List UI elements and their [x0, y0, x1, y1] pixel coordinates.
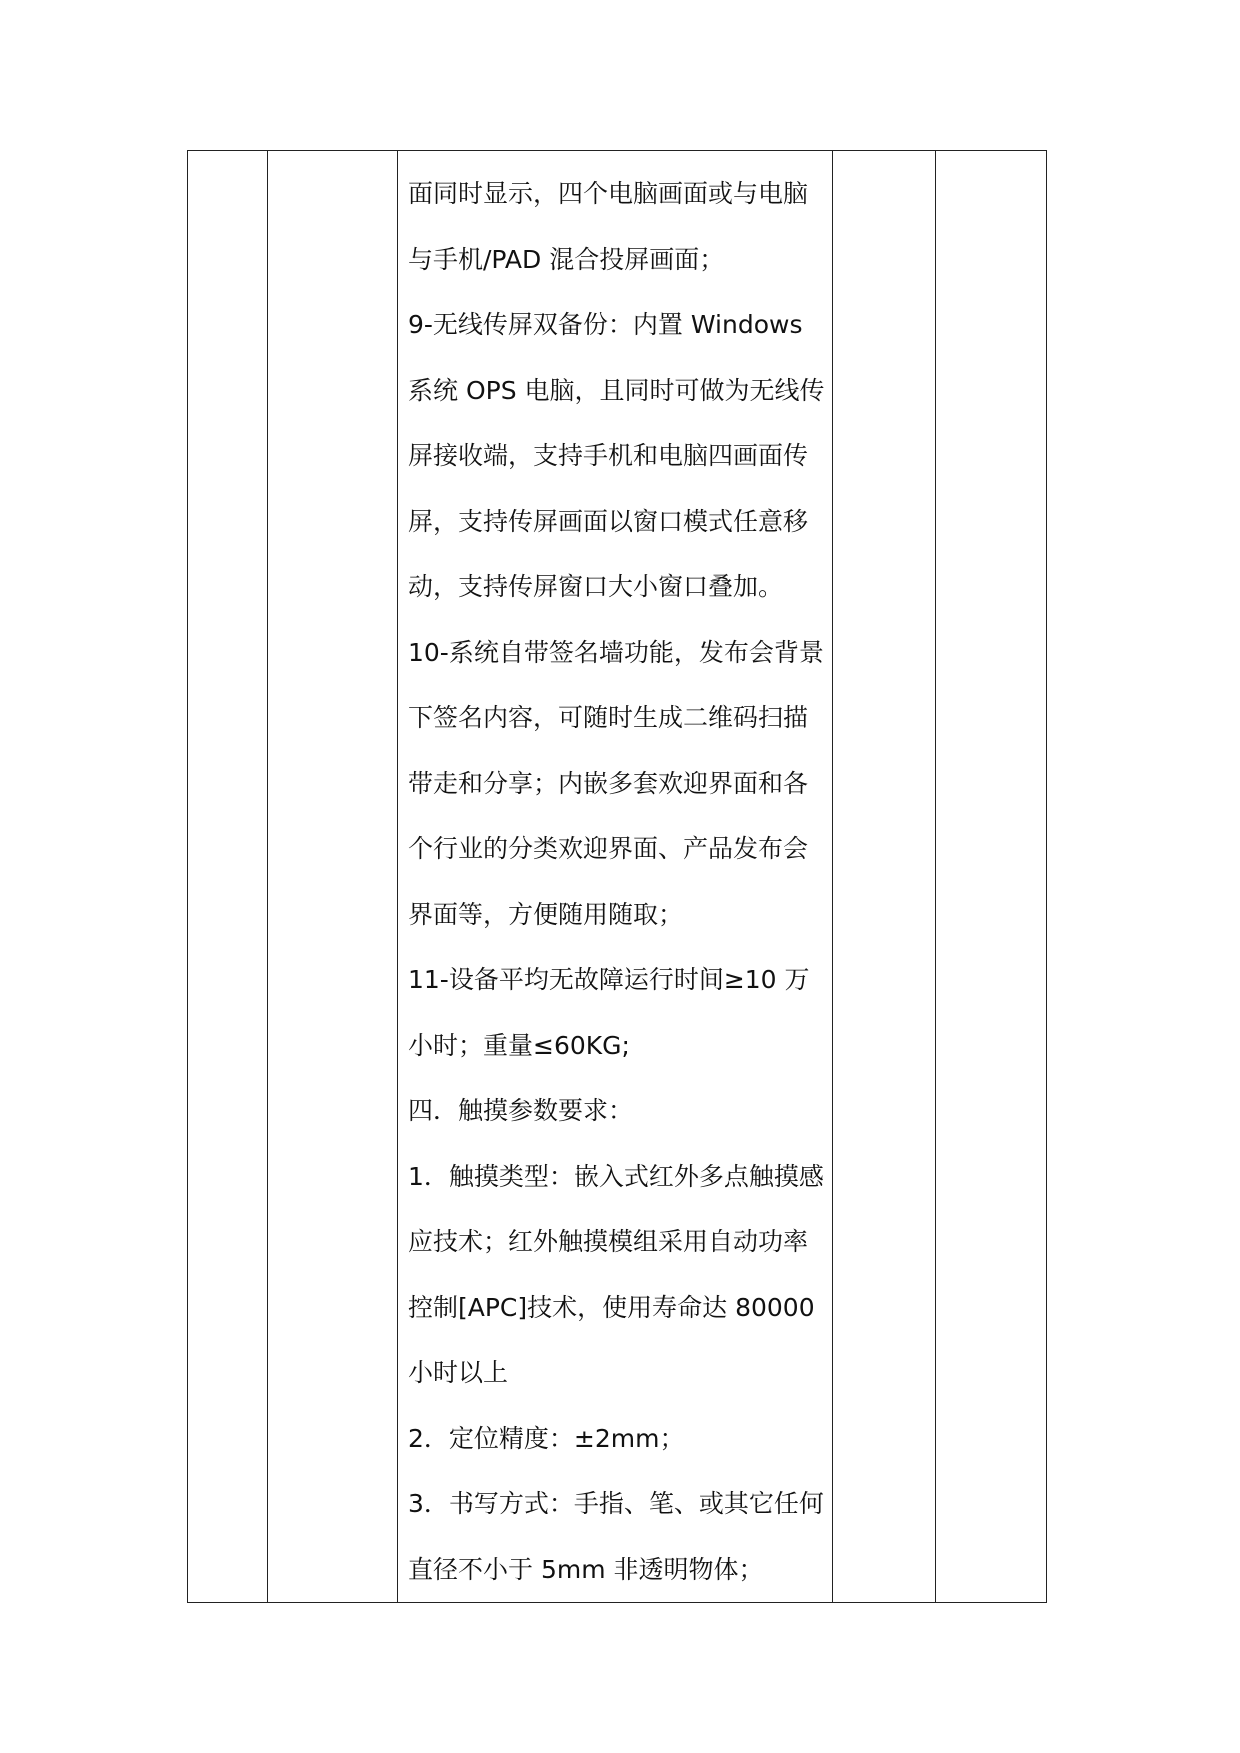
- table-cell-name: [268, 151, 398, 1603]
- description-line: 四．触摸参数要求：: [408, 1096, 634, 1125]
- description-line: 直径不小于 5mm 非透明物体；: [408, 1554, 764, 1584]
- description-line: 动，支持传屏窗口大小窗口叠加。: [408, 572, 784, 601]
- description-line: 3．书写方式：手指、笔、或其它任何: [408, 1489, 824, 1518]
- description-line: 控制[APC]技术，使用寿命达 80000: [408, 1292, 815, 1322]
- description-line: 9-无线传屏双备份：内置 Windows: [408, 310, 803, 339]
- description-line: 应技术；红外触摸模组采用自动功率: [408, 1227, 809, 1256]
- description-line: 屏，支持传屏画面以窗口模式任意移: [408, 506, 809, 536]
- description-line: 11-设备平均无故障运行时间≥10 万: [408, 965, 810, 994]
- description-line: 小时；重量≤60KG;: [408, 1030, 630, 1060]
- description-line: 1．触摸类型：嵌入式红外多点触摸感: [408, 1161, 824, 1191]
- description-line: 下签名内容，可随时生成二维码扫描: [408, 703, 809, 732]
- table-row: [188, 151, 1047, 1603]
- table-cell-index: [188, 151, 268, 1603]
- description-line: 屏接收端，支持手机和电脑四画面传: [408, 441, 809, 470]
- description-line: 小时以上: [408, 1358, 509, 1387]
- description-line: 与手机/PAD 混合投屏画面；: [408, 244, 725, 274]
- description-line: 系统 OPS 电脑，且同时可做为无线传: [408, 375, 825, 405]
- description-line: 界面等，方便随用随取；: [408, 899, 684, 929]
- description-line: 带走和分享；内嵌多套欢迎界面和各: [408, 768, 809, 798]
- table-cell-description: [398, 151, 833, 1603]
- table-cell-quantity: [833, 151, 936, 1603]
- description-line: 10-系统自带签名墙功能，发布会背景: [408, 637, 824, 667]
- description-line: 2．定位精度：±2mm；: [408, 1423, 685, 1453]
- description-line: 个行业的分类欢迎界面、产品发布会: [408, 834, 809, 863]
- spec-table: [187, 150, 1047, 1603]
- description-line: 面同时显示，四个电脑画面或与电脑: [408, 179, 809, 208]
- table-cell-remarks: [936, 151, 1047, 1603]
